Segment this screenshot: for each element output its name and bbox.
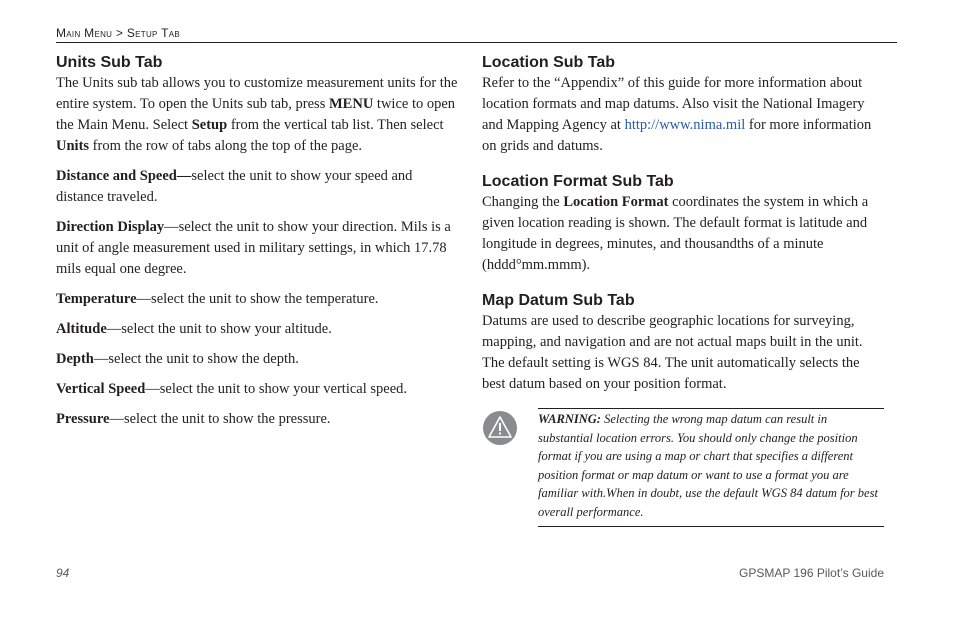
units-intro-units: Units (56, 138, 90, 154)
page-number: 94 (56, 566, 70, 580)
warning-callout (482, 408, 884, 528)
item-term: Vertical Speed (56, 381, 146, 397)
breadcrumb: Main Menu > Setup Tab (56, 26, 180, 40)
location-format-text-2: coordinates the system in which a given location reading is shown. The default format is latitude and longitude in degrees, minutes, and thousandths of a minute (hddd°mm.mmm). (482, 194, 869, 273)
header-rule (56, 42, 897, 43)
units-item-pressure (56, 409, 458, 430)
units-item-altitude (56, 319, 458, 340)
units-intro-setup: Setup (191, 117, 228, 133)
units-intro-text-3: from the vertical tab list. Then select (227, 117, 444, 133)
item-term: Direction Display (56, 219, 165, 235)
left-column (56, 52, 458, 430)
units-item-depth (56, 349, 458, 370)
warning-box (538, 408, 884, 527)
item-desc: —select the unit to show your vertical speed. (145, 381, 408, 397)
item-desc: —select the unit to show the depth. (93, 351, 299, 367)
item-desc: —select the unit to show the pressure. (109, 411, 331, 427)
location-format-text-1: Changing the (482, 194, 564, 210)
item-term: Pressure (56, 411, 110, 427)
units-item-temperature (56, 289, 458, 310)
right-column (482, 52, 884, 395)
item-term: Depth (56, 351, 94, 367)
item-term: Temperature (56, 291, 137, 307)
guide-title: GPSMAP 196 Pilot’s Guide (739, 566, 884, 580)
units-heading: Units Sub Tab (56, 54, 163, 71)
item-desc: —select the unit to show your altitude. (106, 321, 332, 337)
location-heading: Location Sub Tab (482, 54, 616, 71)
units-intro-text-2: twice to open the Main Menu. Select (56, 96, 456, 133)
location-format-term: Location Format (563, 194, 669, 210)
map-datum-heading: Map Datum Sub Tab (482, 292, 635, 309)
item-term: Altitude (56, 321, 107, 337)
units-item-distance-speed (56, 166, 458, 208)
nima-link[interactable]: http://www.nima.mil (624, 117, 746, 133)
item-desc: —select the unit to show the temperature. (136, 291, 379, 307)
units-intro-text-1: The Units sub tab allows you to customize measurement units for the entire system. To open the Units sub tab, press (56, 75, 458, 112)
units-intro-text-4: from the row of tabs along the top of the page. (89, 138, 363, 154)
warning-text (538, 410, 884, 522)
warning-body: Selecting the wrong map datum can result in substantial location errors. You should only change the position format if you are using a map or chart that specifies a different position format or map datum or want to use a format you are familiar with.When in doubt, use the default WGS 84 datum for best overall performance. (538, 412, 878, 519)
units-intro-menu: MENU (328, 96, 374, 112)
item-desc: —select the unit to show your direction. Mils is a unit of angle measurement used in military settings, in which 17.78 mils equal one degree. (56, 219, 451, 277)
location-text-1: Refer to the “Appendix” of this guide for more information about location formats and map datums. Also visit the National Imagery and Mapping Agency at (482, 75, 865, 133)
location-format-heading: Location Format Sub Tab (482, 173, 674, 190)
units-item-vertical-speed (56, 379, 458, 400)
item-desc: select the unit to show your speed and distance traveled. (56, 168, 413, 205)
item-term: Distance and Speed— (56, 168, 192, 184)
location-format-body (482, 192, 884, 276)
location-text-2: for more information on grids and datums. (482, 117, 872, 154)
location-body (482, 73, 884, 157)
warning-icon (482, 410, 518, 446)
units-item-direction-display (56, 217, 458, 280)
warning-label: WARNING: (538, 412, 601, 426)
map-datum-body: Datums are used to describe geographic locations for surveying, mapping, and navigation and are not actual maps built in the unit. The default setting is WGS 84. The unit automatically selects the best datum based on your position format. (482, 313, 863, 392)
units-intro (56, 73, 458, 157)
